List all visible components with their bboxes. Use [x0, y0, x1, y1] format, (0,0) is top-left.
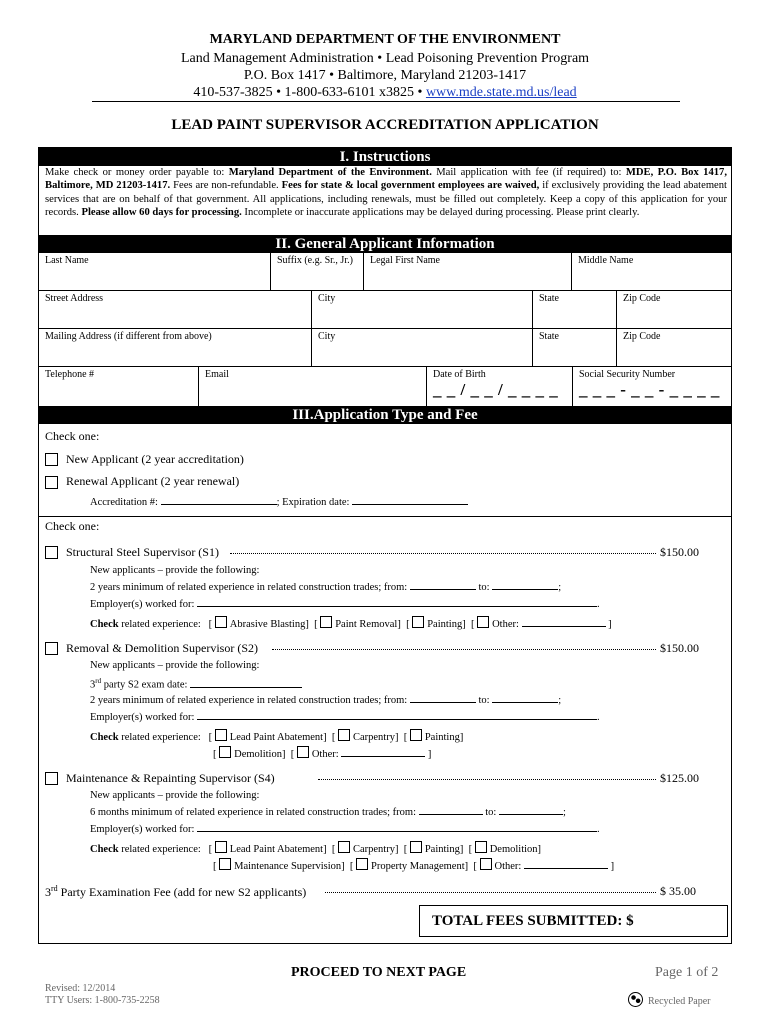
- mailing-zip-field[interactable]: Zip Code: [623, 331, 661, 342]
- s4-employer-input[interactable]: [197, 831, 597, 832]
- s4-demolition-checkbox[interactable]: [475, 841, 487, 853]
- s4-lead-abatement-checkbox[interactable]: [215, 841, 227, 853]
- mailing-city-field[interactable]: City: [318, 331, 336, 342]
- s4-new-applicants: New applicants – provide the following:: [90, 790, 260, 801]
- s1-checkbox[interactable]: [45, 546, 58, 559]
- ssn-field[interactable]: Social Security Number _ _ _ - _ _ - _ _ _ _: [579, 369, 720, 399]
- s2-related-line-2: [ Demolition] [ Other: ]: [213, 746, 431, 760]
- tty-number: TTY Users: 1-800-735-2258: [45, 995, 160, 1006]
- s1-other-checkbox[interactable]: [477, 616, 489, 628]
- s2-to-input[interactable]: [492, 702, 558, 703]
- s4-employer-line: Employer(s) worked for: .: [90, 824, 600, 835]
- agency-phone: 410-537-3825 • 1-800-633-6101 x3825 •: [193, 85, 426, 100]
- s4-related-line: Check related experience: [ Lead Paint Abatement] [ Carpentry] [ Painting] [ Demolition]: [90, 841, 541, 855]
- renewal-applicant-checkbox[interactable]: [45, 476, 58, 489]
- s1-to-input[interactable]: [492, 589, 558, 590]
- mailing-state-field[interactable]: State: [539, 331, 559, 342]
- renewal-applicant-label: Renewal Applicant (2 year renewal): [66, 474, 240, 488]
- date-of-birth-field[interactable]: Date of Birth _ _ / _ _ / _ _ _ _: [433, 369, 559, 399]
- s1-from-input[interactable]: [410, 589, 476, 590]
- s4-carpentry-checkbox[interactable]: [338, 841, 350, 853]
- s1-employer-input[interactable]: [197, 606, 597, 607]
- section-instructions-header: I. Instructions: [38, 148, 732, 166]
- new-applicant-checkbox[interactable]: [45, 453, 58, 466]
- recycle-icon: [628, 992, 643, 1007]
- recycled-paper: Recycled Paper: [628, 992, 710, 1007]
- s4-from-input[interactable]: [419, 814, 483, 815]
- check-one-label-2: Check one:: [45, 519, 100, 533]
- agency-contact: [0, 85, 770, 101]
- last-name-field[interactable]: Last Name: [45, 255, 89, 266]
- s2-label: Removal & Demolition Supervisor (S2): [66, 641, 258, 655]
- s2-related-line: Check related experience: [ Lead Paint Abatement] [ Carpentry] [ Painting]: [90, 729, 463, 743]
- s4-experience-line: 6 months minimum of related experience in related construction trades; from: to: ;: [90, 807, 566, 818]
- revised-date: Revised: 12/2014: [45, 983, 116, 994]
- s1-employer-line: Employer(s) worked for: .: [90, 599, 600, 610]
- agency-address: P.O. Box 1417 • Baltimore, Maryland 21203-1417: [243, 68, 527, 83]
- suffix-field[interactable]: Suffix (e.g. Sr., Jr.): [277, 255, 353, 266]
- s2-lead-abatement-checkbox[interactable]: [215, 729, 227, 741]
- s2-new-applicants: New applicants – provide the following:: [90, 660, 260, 671]
- agency-website-link[interactable]: www.mde.state.md.us/lead: [425, 85, 577, 100]
- s1-abrasive-checkbox[interactable]: [215, 616, 227, 628]
- middle-name-field[interactable]: Middle Name: [578, 255, 634, 266]
- check-one-label: Check one:: [45, 429, 100, 443]
- street-address-field[interactable]: Street Address: [45, 293, 104, 304]
- zip-field[interactable]: Zip Code: [623, 293, 661, 304]
- exam-fee-amount: $ 35.00: [660, 884, 696, 898]
- s1-painting-checkbox[interactable]: [412, 616, 424, 628]
- s2-demolition-checkbox[interactable]: [219, 746, 231, 758]
- agency-name: MARYLAND DEPARTMENT OF THE ENVIRONMENT: [209, 32, 561, 47]
- s4-label: Maintenance & Repainting Supervisor (S4): [66, 771, 275, 785]
- instructions-text: Make check or money order payable to: Maryland Department of the Environment. Mail application with fee (if required) to: MDE, P.O. Box 1417, Baltimore, MD 21203-1417. Fees are non-refundable. Fees for state & local government employees are waived, if exclusively providing the lead abatement services that are on behalf of that government. All applications, including renewals, must be filled out completely. Keep a copy of this application for your records. Please allow 60 days for processing. Incomplete or inaccurate applications may be delayed during processing. Please print clearly.: [45, 167, 727, 219]
- s1-new-applicants: New applicants – provide the following:: [90, 565, 260, 576]
- first-name-field[interactable]: Legal First Name: [370, 255, 440, 266]
- telephone-field[interactable]: Telephone #: [45, 369, 95, 380]
- s2-experience-line: 2 years minimum of related experience in related construction trades; from: to: ;: [90, 695, 562, 706]
- proceed-next-page: PROCEED TO NEXT PAGE: [291, 965, 467, 980]
- s2-other-input[interactable]: [341, 756, 425, 757]
- agency-division: Land Management Administration • Lead Poisoning Prevention Program: [180, 51, 590, 66]
- s2-exam-date-line: 3rd party S2 exam date:: [90, 677, 302, 691]
- header-rule: [92, 101, 680, 102]
- s2-other-checkbox[interactable]: [297, 746, 309, 758]
- s2-carpentry-checkbox[interactable]: [338, 729, 350, 741]
- s2-exam-date-input[interactable]: [190, 687, 302, 688]
- s1-label: Structural Steel Supervisor (S1): [66, 545, 219, 559]
- s2-from-input[interactable]: [410, 702, 476, 703]
- s4-property-mgmt-checkbox[interactable]: [356, 858, 368, 870]
- accreditation-number-input[interactable]: [161, 504, 277, 505]
- s1-related-line: Check related experience: [ Abrasive Blasting] [ Paint Removal] [ Painting] [ Other: ]: [90, 616, 612, 630]
- section-general-info-header: II. General Applicant Information: [38, 235, 732, 253]
- s1-experience-line: 2 years minimum of related experience in related construction trades; from: to: ;: [90, 582, 562, 593]
- new-applicant-label: New Applicant (2 year accreditation): [66, 452, 244, 466]
- state-field[interactable]: State: [539, 293, 559, 304]
- s4-maintenance-checkbox[interactable]: [219, 858, 231, 870]
- page-number: Page 1 of 2: [655, 965, 719, 980]
- total-fees-field[interactable]: TOTAL FEES SUBMITTED: $: [419, 905, 728, 937]
- exam-fee-label: 3rd Party Examination Fee (add for new S2 applicants): [45, 884, 307, 899]
- s4-related-line-2: [ Maintenance Supervision] [ Property Management] [ Other: ]: [213, 858, 614, 872]
- s4-to-input[interactable]: [499, 814, 563, 815]
- s2-painting-checkbox[interactable]: [410, 729, 422, 741]
- s4-other-input[interactable]: [524, 868, 608, 869]
- s4-checkbox[interactable]: [45, 772, 58, 785]
- form-title: LEAD PAINT SUPERVISOR ACCREDITATION APPLICATION: [171, 117, 599, 133]
- s2-checkbox[interactable]: [45, 642, 58, 655]
- s4-fee: $125.00: [660, 771, 699, 785]
- accreditation-line: Accreditation #: ; Expiration date:: [90, 497, 468, 508]
- s2-employer-line: Employer(s) worked for: .: [90, 712, 600, 723]
- s2-employer-input[interactable]: [197, 719, 597, 720]
- email-field[interactable]: Email: [205, 369, 229, 380]
- s4-painting-checkbox[interactable]: [410, 841, 422, 853]
- city-field[interactable]: City: [318, 293, 336, 304]
- s1-paint-removal-checkbox[interactable]: [320, 616, 332, 628]
- section-application-type-header: III.Application Type and Fee: [38, 406, 732, 424]
- mailing-address-field[interactable]: Mailing Address (if different from above): [45, 331, 212, 342]
- s4-other-checkbox[interactable]: [480, 858, 492, 870]
- s2-fee: $150.00: [660, 641, 699, 655]
- s1-other-input[interactable]: [522, 626, 606, 627]
- expiration-date-input[interactable]: [352, 504, 468, 505]
- s1-fee: $150.00: [660, 545, 699, 559]
